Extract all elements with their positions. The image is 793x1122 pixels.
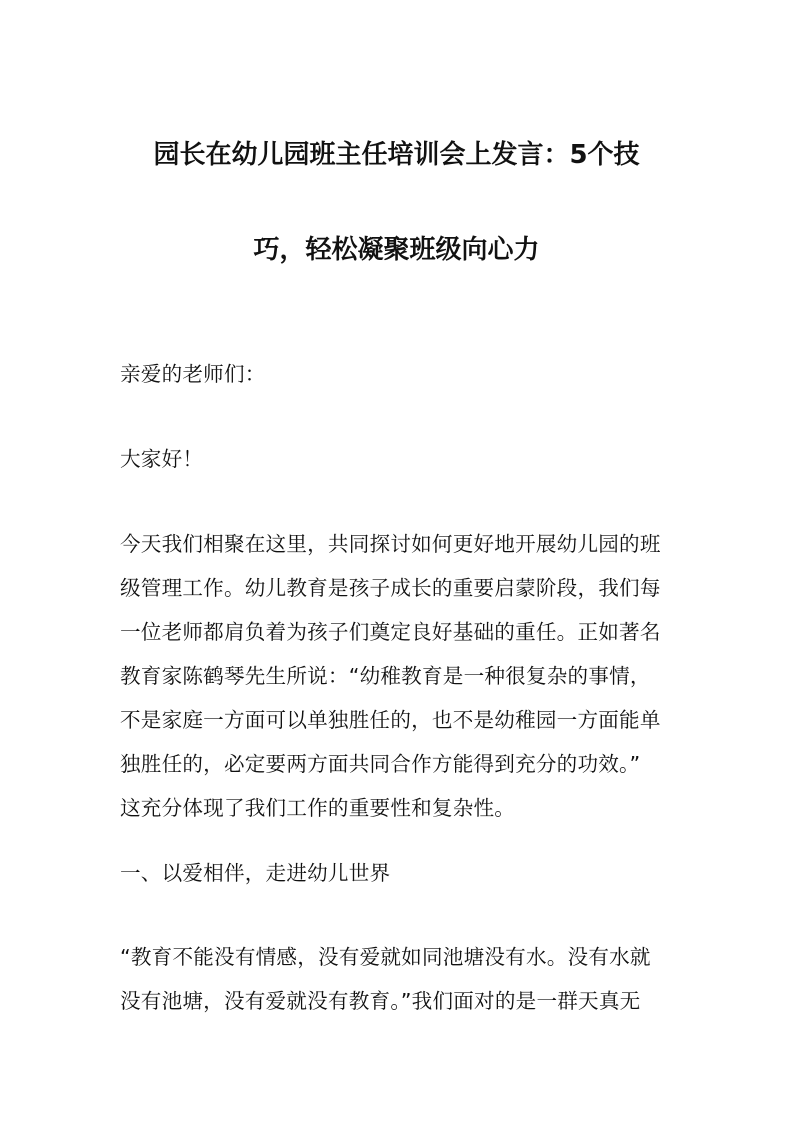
paragraph-line: “教育不能没有情感，没有爱就如同池塘没有水。没有水就	[120, 945, 651, 969]
title-line: 园长在幼儿园班主任培训会上发言：5个技	[153, 140, 640, 170]
section-heading: 一、以爱相伴，走进幼儿世界	[120, 861, 391, 885]
paragraph-line: 没有池塘，没有爱就没有教育。”我们面对的是一群天真无	[120, 989, 641, 1013]
paragraph-line: 今天我们相聚在这里，共同探讨如何更好地开展幼儿园的班	[120, 532, 661, 556]
salutation: 亲爱的老师们：	[120, 362, 266, 386]
paragraph-line: 级管理工作。幼儿教育是孩子成长的重要启蒙阶段，我们每	[120, 576, 661, 600]
title-line: 巧，轻松凝聚班级向心力	[253, 235, 540, 265]
paragraph-line: 独胜任的，必定要两方面共同合作方能得到充分的功效。”	[120, 752, 641, 776]
paragraph-line: 一位老师都肩负着为孩子们奠定良好基础的重任。正如著名	[120, 620, 661, 644]
paragraph-line: 这充分体现了我们工作的重要性和复杂性。	[120, 796, 516, 820]
paragraph-line: 教育家陈鹤琴先生所说：“幼稚教育是一种很复杂的事情，	[120, 664, 651, 688]
paragraph-line: 不是家庭一方面可以单独胜任的，也不是幼稚园一方面能单	[120, 708, 661, 732]
greeting: 大家好！	[120, 447, 204, 471]
